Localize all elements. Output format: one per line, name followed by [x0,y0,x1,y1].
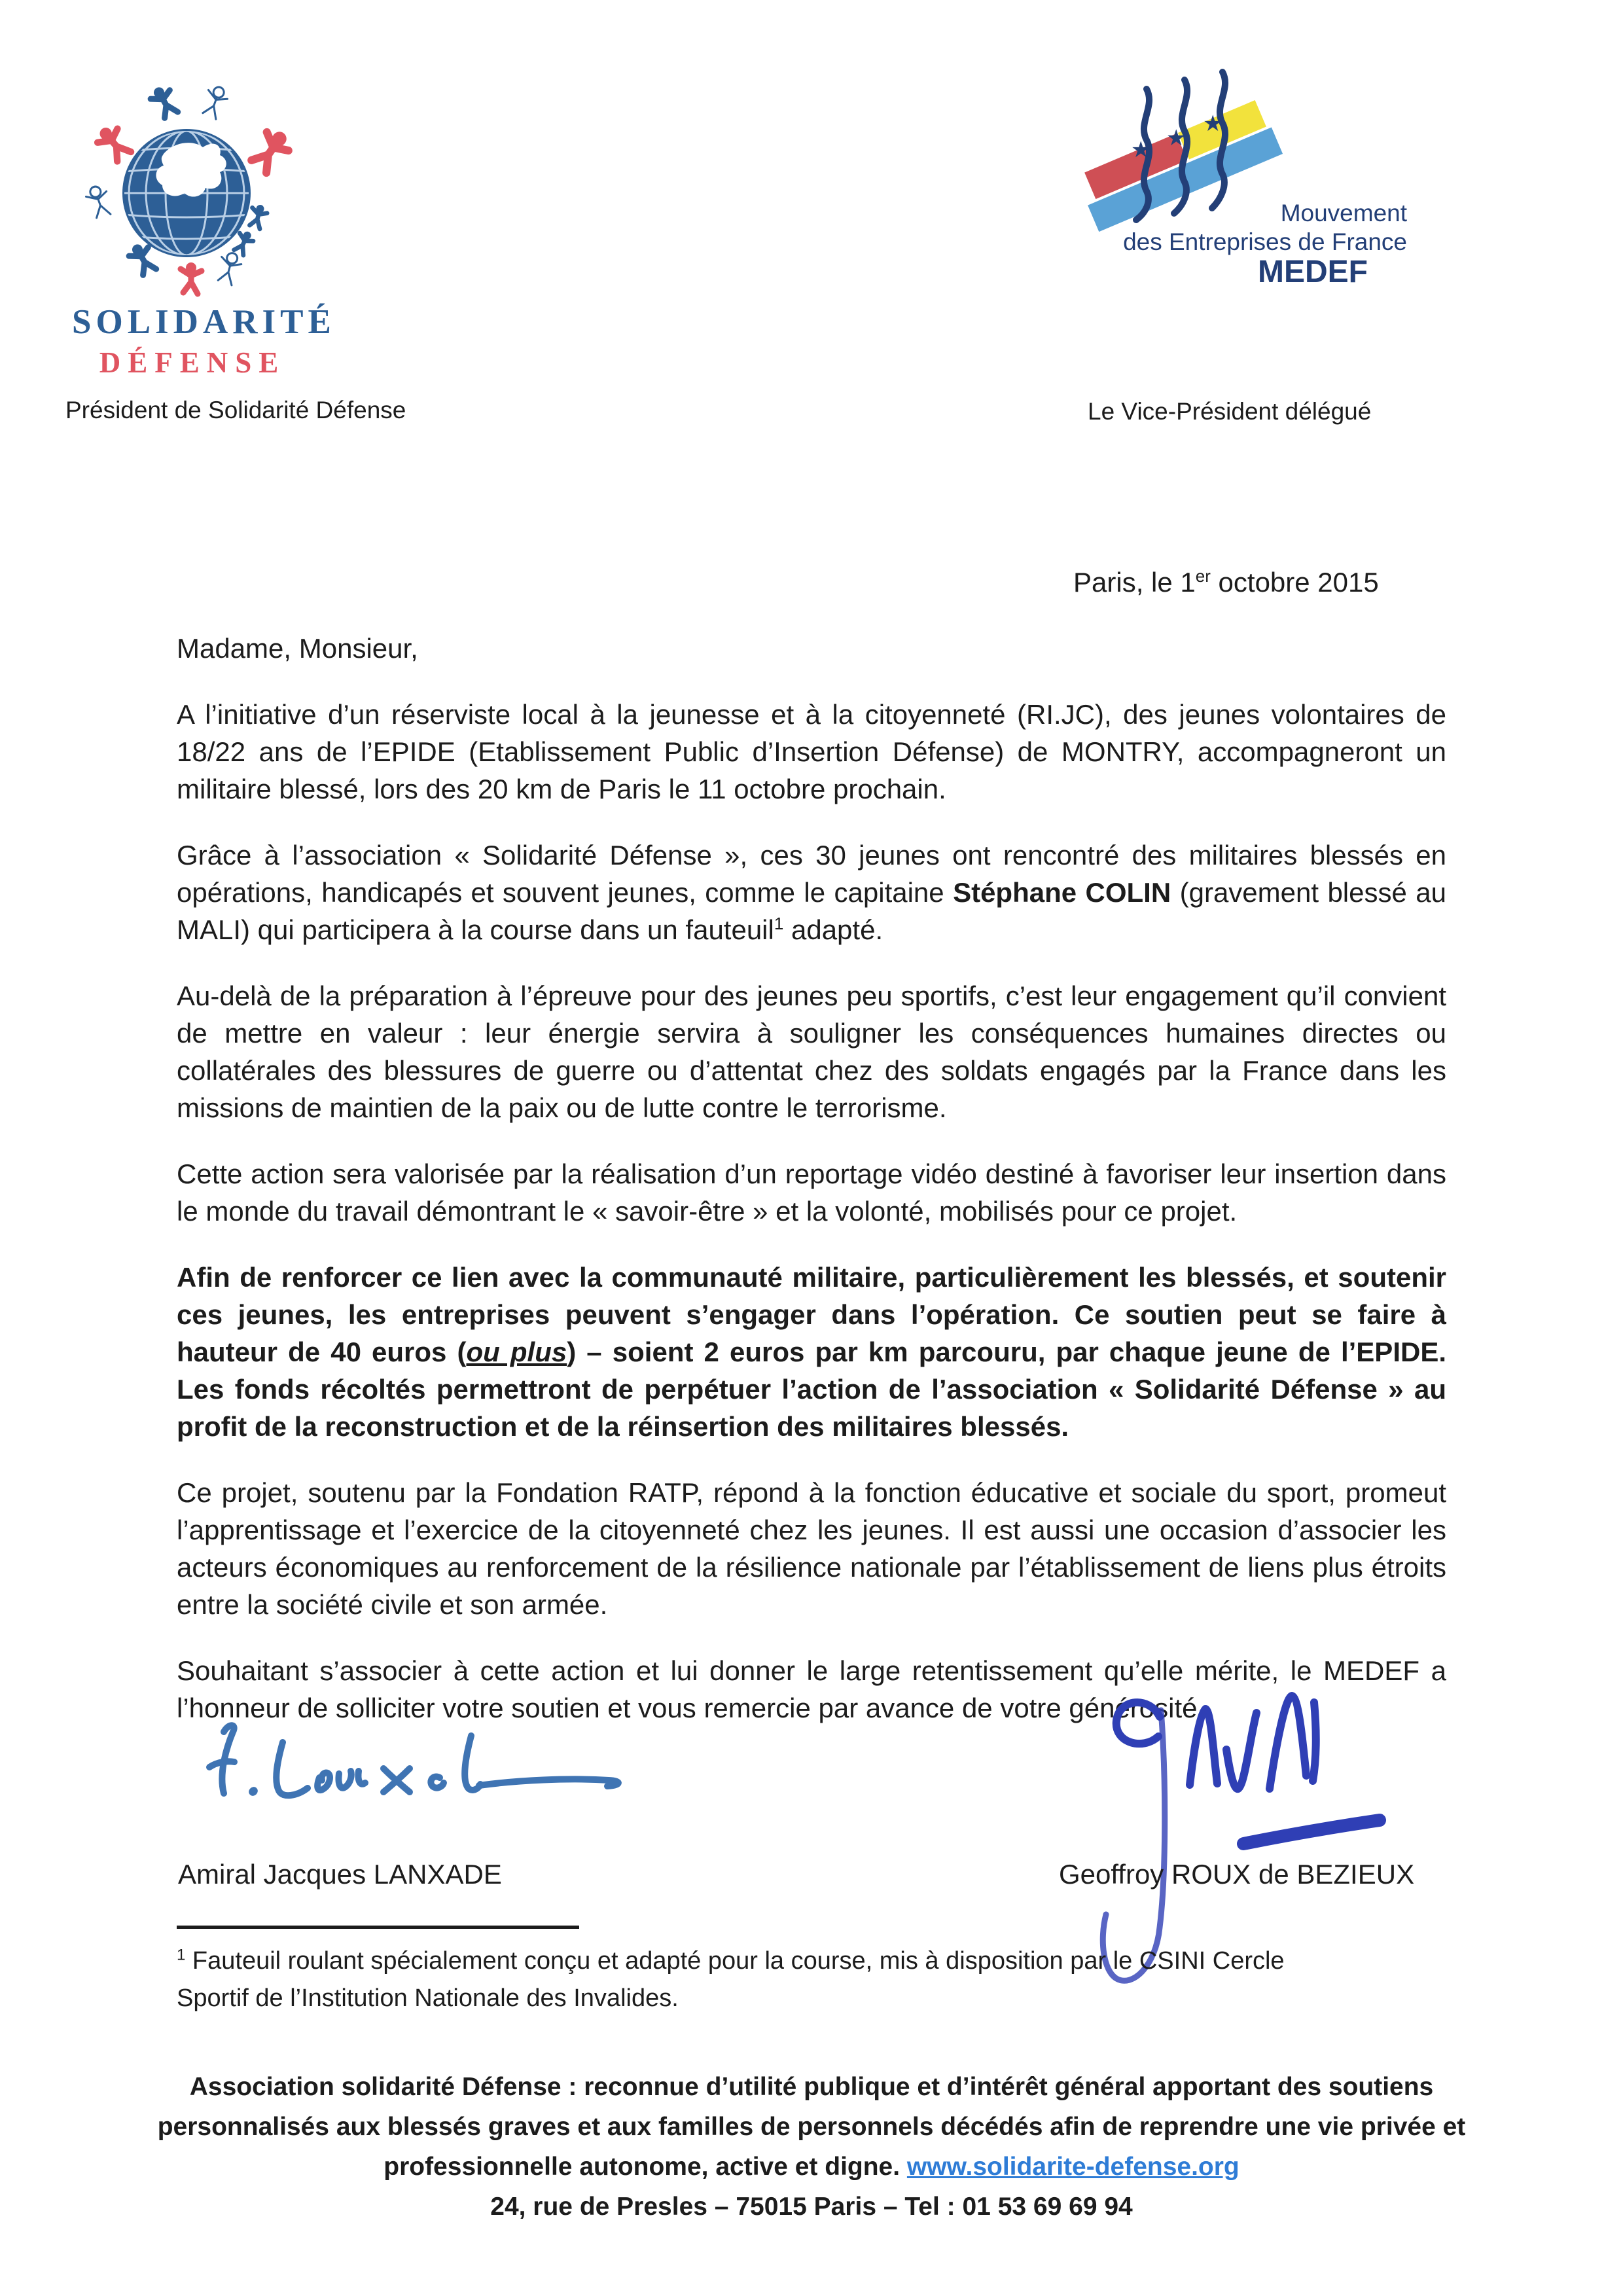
person-icon [247,203,268,230]
solidarite-wordmark [72,302,336,380]
role-left: Président de Solidarité Défense [65,397,406,423]
star-icon: ★ [1203,111,1223,137]
footer-line-2: personnalisés aux blessés graves et aux familles de personnels décédés afin de reprendre une vie privée et [157,2113,1466,2141]
footer [157,2067,1466,2227]
p2-text-3: adapté. [783,914,883,945]
footnote [177,1943,1361,2017]
person-icon [147,82,181,120]
paragraph-4: Cette action sera valorisée par la réalisation d’un reportage vidéo destiné à favoriser leur insertion dans le monde du travail démontrant le « savoir-être » et la volonté, mobilisés pour ce projet. [177,1158,1446,1227]
captain-name: Stéphane COLIN [953,877,1171,908]
date-prefix: Paris, le 1 [1073,567,1196,598]
solidarite-wordmark-line1: SOLIDARITÉ [72,303,336,341]
footnote-text: Fauteuil roulant spécialement conçu et adapté pour la course, mis à disposition par le CSINI Cercle Sportif de l’Institution Nationale des Invalides. [177,1947,1285,2012]
footnote-reference: 1 [774,914,784,933]
p5-text-2: ) – soient 2 euros par km parcouru, par chaque jeune de l’EPIDE. Les fonds récoltés permettront de perpétuer l’action de l’association « Solidarité Défense » au profit de la reconstruction et de la réinsertion des militaires blessés. [177,1336,1447,1442]
role-right: Le Vice-Président délégué [1088,398,1372,425]
paragraph-5 [177,1259,1446,1445]
person-icon [247,125,295,176]
signature-lanxade-icon [183,1713,720,1838]
date-line [1073,567,1379,598]
p2-text-1: Grâce à l’association « Solidarité Défense », ces 30 jeunes ont rencontré des militaires blessés en opérations, handicapés et souvent jeunes, comme le capitaine [177,840,1446,908]
signatory-right-name: Geoffroy ROUX de BEZIEUX [1059,1859,1415,1890]
person-icon [181,262,202,294]
p5-text-1: Afin de renforcer ce lien avec la communauté militaire, particulièrement les blessés, et soutenir ces jeunes, les entreprises peuvent s’engager dans l’opération. Ce soutien peut se faire à hauteur de 40 euros ( [177,1262,1446,1367]
star-icon: ★ [1131,137,1151,163]
p2-text-2: (gravement blessé au MALI) qui participera à la course dans un fauteuil [177,877,1446,945]
paragraph-3: Au-delà de la préparation à l’épreuve pour des jeunes peu sportifs, c’est leur engagement qu’il convient de mettre en valeur : leur énergie servira à souligner les conséquences humaines directes ou collatérales des blessures de guerre ou d’attentat chez des soldats engagés par la France dans les missions de maintien de la paix ou de lutte contre le terrorisme. [177,980,1446,1123]
star-icon: ★ [1166,125,1186,151]
globe-and-figures-icon [72,46,386,308]
salutation: Madame, Monsieur, [177,633,418,664]
paragraph-6: Ce projet, soutenu par la Fondation RATP, répond à la fonction éducative et sociale du sport, promeut l’apprentissage et l’exercice de la citoyenneté chez les jeunes. Il est aussi une occasion d’associer les acteurs économiques au renforcement de la résilience nationale par l’établissement de liens plus étroits entre la société civile et son armée. [177,1477,1446,1620]
paragraph-2 [177,836,1446,948]
letter-body [177,630,1446,1755]
person-icon [93,121,135,164]
person-outline-icon [84,183,114,220]
medef-wordmark [1123,199,1407,287]
footer-line-3-text: professionnelle autonome, active et digne. [383,2153,907,2181]
medef-wordmark-line1: Mouvement [1280,200,1407,226]
footer-line-3 [157,2147,1466,2187]
footnote-marker: 1 [177,1946,186,1964]
person-outline-icon [200,84,230,120]
paragraph-1: A l’initiative d’un réserviste local à la jeunesse et à la citoyenneté (RI.JC), des jeunes volontaires de 18/22 ans de l’EPIDE (Etablissement Public d’Insertion Défense) de MONTRY, accompagneront un militaire blessé, lors des 20 km de Paris le 11 octobre prochain. [177,699,1446,804]
footer-line-1: Association solidarité Défense : reconnue d’utilité publique et d’intérêt général apportant des soutiens [189,2073,1434,2101]
ou-plus-emphasis: ou plus [466,1336,567,1367]
medef-wordmark-acronym: MEDEF [1258,255,1368,289]
date-ordinal: er [1195,566,1211,586]
person-outline-icon [215,251,243,287]
globe-icon [122,129,251,257]
medef-wordmark-line2: des Entreprises de France [1123,228,1407,255]
solidarite-wordmark-line2: DÉFENSE [99,346,286,379]
footnote-separator [177,1926,579,1929]
paragraph-7: Souhaitant s’associer à cette action et lui donner le large retentissement qu’elle mérite, le MEDEF a l’honneur de solliciter votre soutien et vous remercie par avance de votre générosité. [177,1655,1446,1723]
date-suffix: octobre 2015 [1210,567,1379,598]
solidarite-defense-logo [72,46,386,412]
footer-line-4: 24, rue de Presles – 75015 Paris – Tel : 01 53 69 69 94 [490,2193,1133,2221]
signatory-left-name: Amiral Jacques LANXADE [178,1859,502,1890]
footer-link[interactable]: www.solidarite-defense.org [906,2153,1240,2181]
medef-logo [1073,58,1466,313]
